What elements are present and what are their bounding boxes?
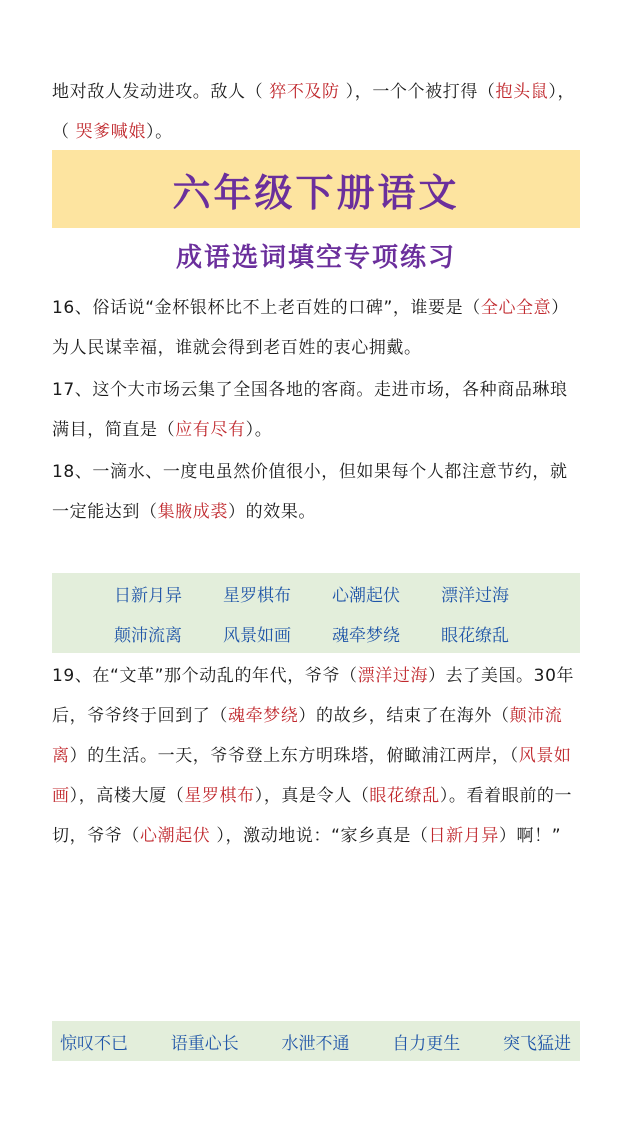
text: ），真是令人（ [254, 786, 370, 806]
answer: 眼花缭乱 [369, 786, 440, 806]
text: ）的生活。一天，爷爷登上东方明珠塔，俯瞰浦江两岸，（ [69, 746, 519, 766]
top-paragraph [52, 72, 584, 152]
question-19 [52, 656, 584, 856]
answer: 魂牵梦绕 [228, 706, 299, 726]
text: ）。 [245, 420, 273, 440]
word-bank-row [52, 573, 580, 613]
answer: 风景如画 [52, 746, 572, 806]
text: 17、这个大市场云集了全国各地的客商。走进市场，各种商品琳琅满目，简直是（ [52, 380, 568, 440]
text: ）为人民谋幸福，谁就会得到老百姓的衷心拥戴。 [52, 298, 569, 358]
word-bank-item: 魂牵梦绕 [332, 625, 400, 646]
question-17 [52, 370, 584, 450]
text: ），高楼大厦（ [69, 786, 185, 806]
page-subtitle: 成语选词填空专项练习 [175, 243, 456, 273]
word-bank-item: 风景如画 [223, 625, 291, 646]
text: ）的效果。 [228, 502, 317, 522]
word-bank-item: 日新月异 [114, 585, 182, 606]
text: ）。看着眼前的一切，爷爷（ [52, 786, 573, 846]
answer: 全心全意 [480, 298, 552, 318]
answer: 应有尽有 [175, 420, 246, 440]
text: ）的故乡，结束了在海外（ [298, 706, 510, 726]
word-bank-item: 水泄不通 [281, 1033, 350, 1054]
word-bank-row [52, 613, 580, 653]
word-bank-item: 心潮起伏 [332, 585, 400, 606]
answer: 颠沛流离 [52, 706, 563, 766]
text: ），一个个被打得（ [339, 82, 496, 102]
word-bank-row [52, 1021, 580, 1061]
word-bank-item: 惊叹不已 [60, 1033, 128, 1054]
text: ），激动地说：“家乡真是（ [210, 826, 429, 846]
answer: 集腋成裘 [157, 502, 229, 522]
answer: 猝不及防 [269, 82, 340, 102]
answer: 星罗棋布 [184, 786, 255, 806]
word-bank-item: 颠沛流离 [114, 625, 182, 646]
answer: 抱头鼠 [495, 82, 549, 102]
answer: 心潮起伏 [140, 826, 211, 846]
text: ）。 [146, 122, 173, 142]
text: 18、一滴水、一度电虽然价值很小，但如果每个人都注意节约，就一定能达到（ [52, 462, 568, 522]
word-bank-1 [52, 573, 580, 653]
text: 16、俗话说“金杯银杯比不上老百姓的口碑”，谁要是（ [52, 298, 481, 318]
answer: 日新月异 [428, 826, 499, 846]
word-bank-item: 眼花缭乱 [441, 625, 509, 646]
word-bank-2 [52, 1021, 580, 1061]
text: 19、在“文革”那个动乱的年代，爷爷（ [52, 666, 358, 686]
word-bank-item: 漂洋过海 [441, 585, 509, 606]
text: ）啊！” [498, 826, 562, 846]
question-18 [52, 452, 584, 532]
answer: 哭爹喊娘 [75, 122, 147, 142]
page-title: 六年级下册语文 [172, 170, 460, 215]
title-band [52, 150, 580, 228]
word-bank-item: 语重心长 [170, 1033, 239, 1054]
word-bank-item: 星罗棋布 [223, 585, 291, 606]
word-bank-item: 突飞猛进 [503, 1033, 571, 1054]
word-bank-item: 自力更生 [392, 1033, 461, 1054]
text: ）去了美国。30年后，爷爷终于回到了（ [52, 666, 575, 726]
question-16 [52, 288, 584, 368]
answer: 漂洋过海 [357, 666, 429, 686]
text: 地对敌人发动进攻。敌人（ [52, 82, 270, 102]
text: ），（ [52, 82, 576, 142]
